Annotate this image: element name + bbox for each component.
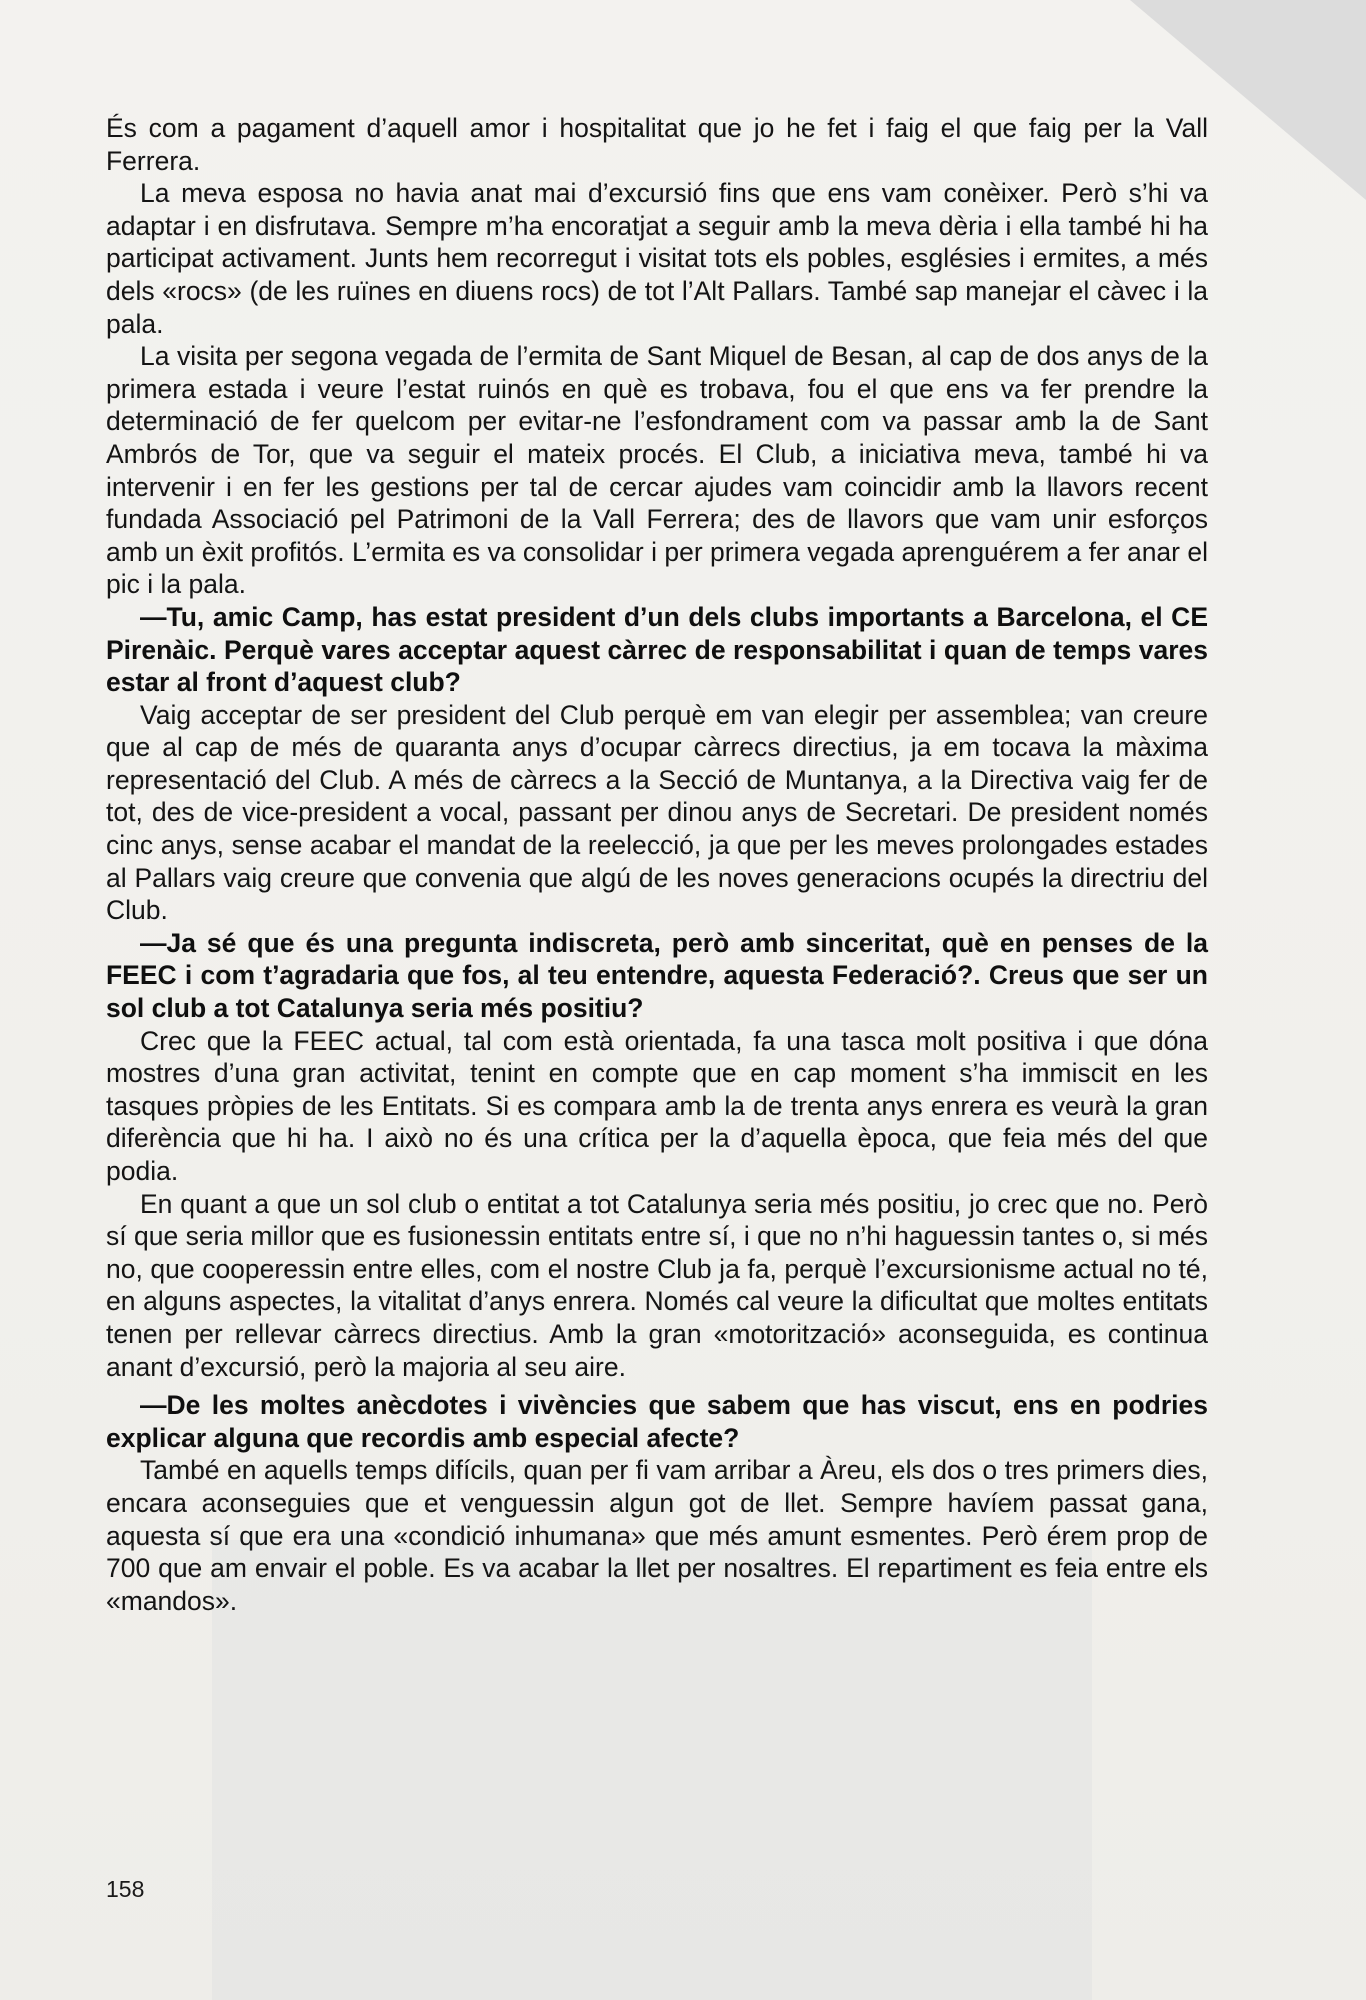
paragraph: La visita per segona vegada de l’ermita de Sant Miquel de Besan, al cap de dos anys de la primera estada i veure l’estat ruinós en què es trobava, fou el que ens va fer prendre la determinació de fer quelcom per evitar-ne l’esfondrament com va passar amb la de Sant Ambrós de Tor, que va seguir el mateix procés. El Club, a iniciativa meva, també hi va intervenir i en fer les gestions per tal de cercar ajudes vam coincidir amb la llavors recent fundada Associació pel Patrimoni de la Vall Ferrera; des de llavors que vam unir esforços amb un èxit profitós. L’ermita es va consolidar i per primera vegada aprenguérem a fer anar el pic i la pala.	[106, 341, 1208, 600]
interview-question: —De les moltes anècdotes i vivències que sabem que has viscut, ens en podries explicar alguna que recordis amb especial afecte?	[106, 1390, 1208, 1453]
paragraph: En quant a que un sol club o entitat a tot Catalunya seria més positiu, jo crec que no. Però sí que seria millor que es fusionessin entitats entre sí, i que no n’hi haguessin tantes o, si més no, que cooperessin entre elles, com el nostre Club ja fa, perquè l’excursionisme actual no té, en alguns aspectes, la vitalitat d’anys enrera. Només cal veure la dificultat que moltes entitats tenen per rellevar càrrecs directius. Amb la gran «motorització» aconseguida, es continua anant d’excursió, però la majoria al seu aire.	[106, 1188, 1208, 1382]
paragraph: Crec que la FEEC actual, tal com està orientada, fa una tasca molt positiva i que dóna mostres d’una gran activitat, tenint en compte que en cap moment s’ha immiscit en les tasques pròpies de les Entitats. Si es compara amb la de trenta anys enrera es veurà la gran diferència que hi ha. I això no és una crítica per la d’aquella època, que feia més del que podia.	[106, 1025, 1208, 1186]
paragraph: La meva esposa no havia anat mai d’excursió fins que ens vam conèixer. Però s’hi va adaptar i en disfrutava. Sempre m’ha encoratjat a seguir amb la meva dèria i ella també hi ha participat activament. Junts hem recorregut i visitat tots els pobles, esglésies i ermites, a més dels «rocs» (de les ruïnes en diuens rocs) de tot l’Alt Pallars. També sap manejar el càvec i la pala.	[106, 178, 1208, 339]
page-number: 158	[106, 1876, 145, 1902]
article-body	[106, 112, 1208, 1617]
interview-question: —Tu, amic Camp, has estat president d’un dels clubs importants a Barcelona, el CE Pirenàic. Perquè vares acceptar aquest càrrec de responsabilitat i quan de temps vares estar al front d’aquest club?	[106, 601, 1208, 698]
paragraph: Vaig acceptar de ser president del Club perquè em van elegir per assemblea; van creure que al cap de més de quaranta anys d’ocupar càrrecs directius, ja em tocava la màxima representació del Club. A més de càrrecs a la Secció de Muntanya, a la Directiva vaig fer de tot, des de vice-president a vocal, passant per dinou anys de Secretari. De president només cinc anys, sense acabar el mandat de la reelecció, ja que per les meves prolongades estades al Pallars vaig creure que convenia que algú de les noves generacions ocupés la directriu del Club.	[106, 699, 1208, 926]
paragraph: És com a pagament d’aquell amor i hospitalitat que jo he fet i faig el que faig per la Vall Ferrera.	[106, 113, 1208, 176]
interview-question: —Ja sé que és una pregunta indiscreta, però amb sinceritat, què en penses de la FEEC i com t’agradaria que fos, al teu entendre, aquesta Federació?. Creus que ser un sol club a tot Catalunya seria més positiu?	[106, 927, 1208, 1024]
paragraph: També en aquells temps difícils, quan per fi vam arribar a Àreu, els dos o tres primers dies, encara aconseguies que et venguessin algun got de llet. Sempre havíem passat gana, aquesta sí que era una «condició inhumana» que més amunt esmentes. Però érem prop de 700 que am envair el poble. Es va acabar la llet per nosaltres. El repartiment es feia entre els «mandos».	[106, 1455, 1208, 1616]
